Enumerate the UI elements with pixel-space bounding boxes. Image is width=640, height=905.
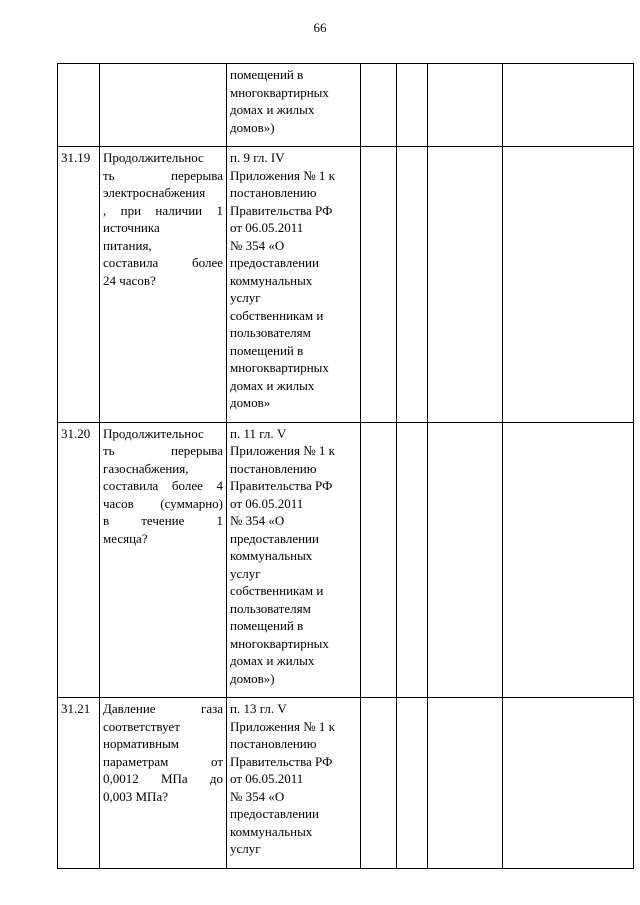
question-text-line: часов (суммарно) (103, 495, 223, 511)
legal-basis-text-line: № 354 «О (230, 237, 285, 253)
legal-basis-text-line: коммунальных (230, 548, 313, 563)
legal-basis-text-line: п. 9 гл. IV (230, 150, 285, 165)
legal-basis-text-line: домах и жилых (230, 377, 315, 393)
question-text-line: электроснабжения (103, 185, 206, 200)
question-text-line: питания, (103, 237, 152, 253)
answer-na-cell[interactable] (428, 422, 503, 698)
legal-basis-text-line: предоставлении (230, 530, 319, 546)
legal-basis-text-line: многоквартирных (230, 360, 329, 375)
legal-basis-text-line: Правительства РФ (230, 478, 333, 493)
legal-basis-text-line: помещений в (230, 618, 304, 633)
answer-yes-cell[interactable] (361, 422, 397, 698)
table-row (58, 147, 634, 423)
item-number (58, 64, 100, 147)
question-text-line: ть перерыва (103, 167, 223, 183)
item-number: 31.20 (58, 422, 100, 698)
remarks-cell[interactable] (503, 147, 634, 423)
legal-basis-text-line: от 06.05.2011 (230, 495, 304, 511)
question-cell (100, 698, 227, 869)
item-number: 31.21 (58, 698, 100, 869)
legal-basis-cell (227, 698, 361, 869)
question-text-line: в течение 1 (103, 513, 223, 528)
legal-basis-text-line: пользователям (230, 325, 311, 340)
legal-basis-text-line: № 354 «О (230, 788, 285, 804)
question-text-line: соответствует (103, 718, 180, 734)
legal-basis-text-line: постановлению (230, 736, 317, 751)
question-text-line: 0,0012 МПа до (103, 771, 223, 786)
answer-na-cell[interactable] (428, 147, 503, 423)
legal-basis-text-line: услуг (230, 565, 261, 581)
legal-basis-text-line: домах и жилых (230, 102, 315, 117)
question-text-line: 0,003 МПа? (103, 788, 168, 804)
remarks-cell[interactable] (503, 698, 634, 869)
question-text-line: газоснабжения, (103, 460, 189, 476)
legal-basis-text-line: собственникам и (230, 307, 324, 323)
legal-basis-text-line: предоставлении (230, 255, 319, 270)
legal-basis-text-line: домов» (230, 395, 271, 410)
legal-basis-text-line: № 354 «О (230, 513, 285, 528)
legal-basis-text-line: предоставлении (230, 806, 319, 821)
legal-basis-text-line: Приложения № 1 к (230, 718, 335, 734)
question-text-line: 24 часов? (103, 272, 156, 288)
legal-basis-text-line: услуг (230, 290, 261, 305)
question-text-line: ть перерыва (103, 443, 223, 458)
legal-basis-text-line: п. 11 гл. V (230, 425, 287, 441)
table-row (58, 64, 634, 147)
legal-basis-text-line: от 06.05.2011 (230, 771, 304, 786)
legal-basis-text-line: помещений в (230, 342, 304, 358)
answer-no-cell[interactable] (397, 698, 428, 869)
legal-basis-text-line: многоквартирных (230, 84, 329, 100)
table-row (58, 422, 634, 698)
legal-basis-cell (227, 147, 361, 423)
question-cell (100, 147, 227, 423)
question-text-line: Продолжительнос (103, 425, 204, 441)
legal-basis-text-line: помещений в (230, 67, 304, 82)
legal-basis-text-line: домов») (230, 119, 275, 135)
legal-basis-text-line: постановлению (230, 460, 317, 476)
answer-no-cell[interactable] (397, 422, 428, 698)
question-text-line: параметрам от (103, 753, 223, 769)
answer-na-cell[interactable] (428, 64, 503, 147)
legal-basis-text-line: п. 13 гл. V (230, 701, 287, 716)
answer-yes-cell[interactable] (361, 698, 397, 869)
legal-basis-text-line: Приложения № 1 к (230, 167, 335, 183)
legal-basis-text-line: собственникам и (230, 583, 324, 598)
legal-basis-text-line: от 06.05.2011 (230, 220, 304, 235)
answer-yes-cell[interactable] (361, 147, 397, 423)
legal-basis-text-line: пользователям (230, 600, 311, 616)
question-cell (100, 422, 227, 698)
legal-basis-text-line: домов») (230, 670, 275, 686)
legal-basis-text-line: домах и жилых (230, 653, 315, 668)
legal-basis-text-line: Правительства РФ (230, 202, 333, 218)
question-cell (100, 64, 227, 147)
legal-basis-cell (227, 422, 361, 698)
legal-basis-cell (227, 64, 361, 147)
answer-no-cell[interactable] (397, 147, 428, 423)
question-text-line: , при наличии 1 (103, 202, 223, 218)
legal-basis-text-line: Правительства РФ (230, 753, 333, 769)
answer-no-cell[interactable] (397, 64, 428, 147)
checklist-table (57, 63, 634, 869)
legal-basis-text-line: многоквартирных (230, 635, 329, 651)
question-text-line: месяца? (103, 530, 148, 546)
legal-basis-text-line: Приложения № 1 к (230, 443, 335, 458)
legal-basis-text-line: постановлению (230, 185, 317, 200)
item-number: 31.19 (58, 147, 100, 423)
question-text-line: нормативным (103, 736, 180, 751)
question-text-line: Продолжительнос (103, 150, 204, 165)
remarks-cell[interactable] (503, 422, 634, 698)
legal-basis-text-line: услуг (230, 841, 261, 856)
remarks-cell[interactable] (503, 64, 634, 147)
answer-na-cell[interactable] (428, 698, 503, 869)
legal-basis-text-line: коммунальных (230, 272, 313, 288)
table-row (58, 698, 634, 869)
legal-basis-text-line: коммунальных (230, 823, 313, 839)
question-text-line: составила более (103, 255, 223, 270)
question-text-line: составила более 4 (103, 478, 223, 493)
question-text-line: источника (103, 220, 160, 235)
page-number: 66 (313, 20, 327, 35)
question-text-line: Давление газа (103, 701, 223, 716)
answer-yes-cell[interactable] (361, 64, 397, 147)
